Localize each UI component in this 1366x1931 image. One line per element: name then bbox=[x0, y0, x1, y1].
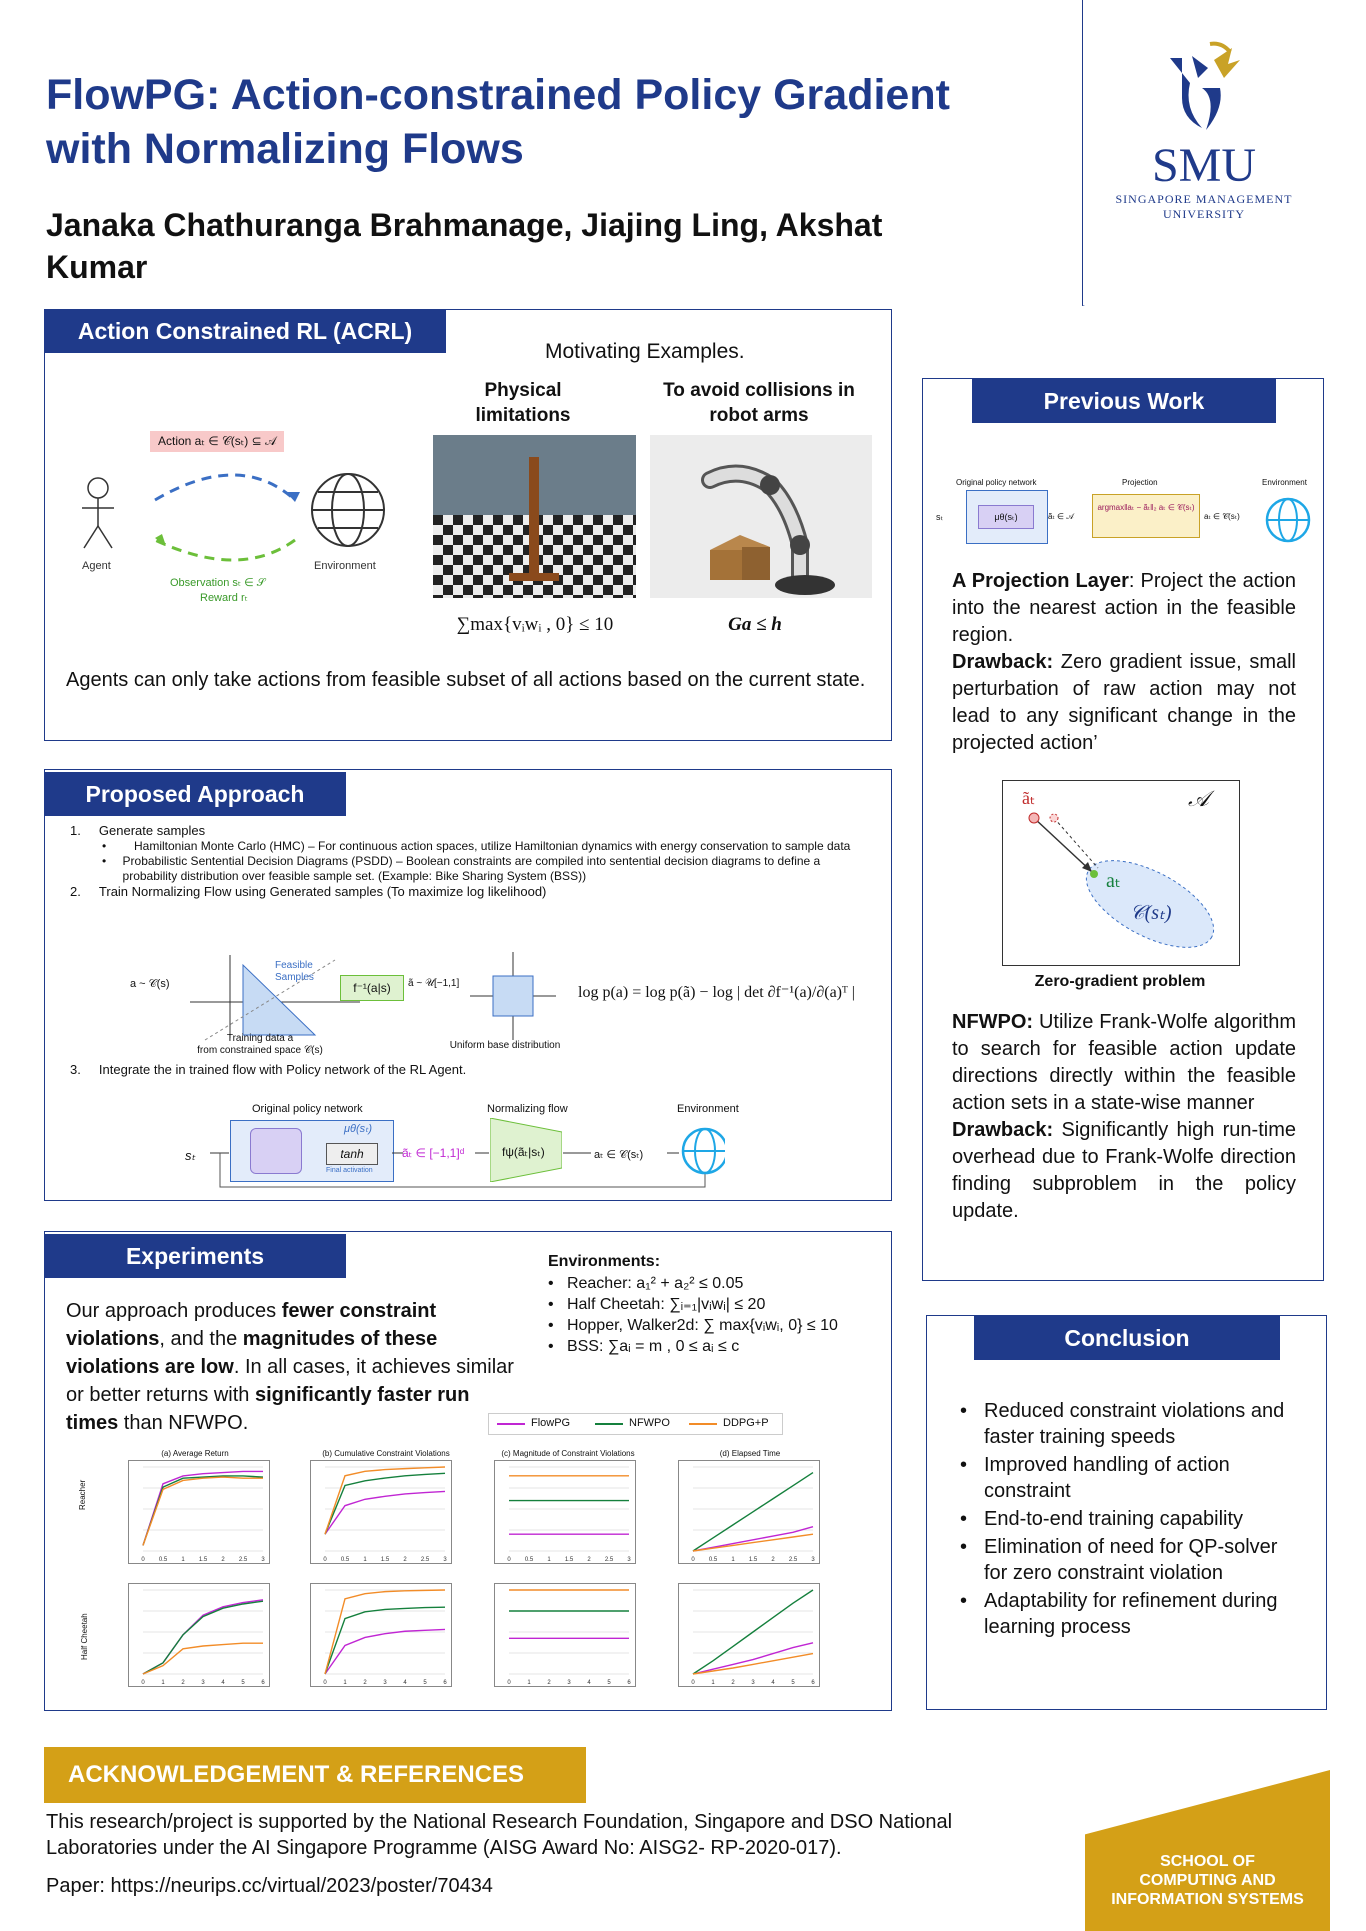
x-tick-label: 3 bbox=[443, 1557, 447, 1563]
x-tick-label: 2 bbox=[731, 1680, 735, 1686]
zg-C: 𝒞(sₜ) bbox=[1130, 902, 1172, 924]
x-tick-label: 1 bbox=[731, 1557, 735, 1563]
zero-gradient-caption: Zero-gradient problem bbox=[1034, 973, 1206, 990]
diag-mu-box: μθ(sₜ) bbox=[978, 505, 1034, 529]
conclusion-item: • End-to-end training capability bbox=[960, 1508, 1244, 1530]
tanh-box: tanh bbox=[326, 1143, 378, 1165]
x-tick-label: 1 bbox=[711, 1680, 715, 1686]
log-likelihood-formula: log p(a) = log p(ã) − log | det ∂f⁻¹(a)/∂(a)ᵀ | bbox=[578, 984, 855, 1001]
x-tick-label: 0.5 bbox=[158, 1557, 168, 1563]
x-tick-label: 3 bbox=[627, 1557, 631, 1563]
zg-at: aₜ bbox=[1106, 870, 1121, 892]
previous-work-heading: Previous Work bbox=[972, 379, 1276, 423]
smu-shield-icon bbox=[1162, 38, 1252, 138]
projection-text: A Projection Layer: Project the action into the nearest action in the feasible region. Drawback: Zero gradient issue, small perturbation of raw action may not lead to any significant change in the projected action’ bbox=[952, 570, 1296, 754]
step3-text: 3. Integrate the in trained flow with Policy network of the RL Agent. bbox=[70, 1062, 467, 1077]
legend-swatch-ddpgp bbox=[689, 1423, 717, 1425]
motivating-examples: Motivating Examples. bbox=[545, 340, 745, 363]
diag-at-label: ãₜ ∈ 𝒜 bbox=[1048, 512, 1074, 521]
series-line-ddpgp bbox=[325, 1467, 445, 1534]
zg-at-tilde: ãₜ bbox=[1022, 788, 1036, 808]
x-tick-label: 2 bbox=[547, 1680, 551, 1686]
x-tick-label: 6 bbox=[627, 1680, 631, 1686]
environment-label-2: Environment bbox=[677, 1103, 739, 1115]
env-item: • Half Cheetah: ∑ᵢ₌₁|vᵢwᵢ| ≤ 20 bbox=[548, 1296, 766, 1313]
x-tick-label: 2 bbox=[403, 1557, 407, 1563]
legend-swatch-flowpg bbox=[497, 1423, 525, 1425]
x-tick-label: 3 bbox=[811, 1557, 815, 1563]
feasible-label: Feasible Samples bbox=[275, 960, 314, 983]
inverse-flow-box: f⁻¹(a|s) bbox=[340, 975, 404, 1001]
diag-out-label: aₜ ∈ 𝒞(sₜ) bbox=[1204, 512, 1240, 521]
x-tick-label: 6 bbox=[811, 1680, 815, 1686]
action-label: Action aₜ ∈ 𝒞(sₜ) ⊆ 𝒜 bbox=[150, 431, 284, 452]
plot-cheetah-return bbox=[128, 1583, 270, 1687]
logo-line2: UNIVERSITY bbox=[1163, 207, 1245, 221]
x-tick-label: 2 bbox=[181, 1680, 185, 1686]
x-tick-label: 0 bbox=[507, 1680, 511, 1686]
observation-label: Observation sₜ ∈ 𝒮 bbox=[170, 577, 266, 589]
bullet-hmc: • Hamiltonian Monte Carlo (HMC) – For continuous action spaces, utilize Hamiltonian dynamics with energy conservation to sample data bbox=[102, 839, 851, 853]
plot-legend bbox=[488, 1413, 783, 1435]
series-line-nfwpo bbox=[325, 1607, 445, 1674]
experiments-text: Our approach produces fewer constraint violations, and the magnitudes of these violations are low. In all cases, it achieves similar or better returns with significantly faster run times than NFWPO. bbox=[66, 1300, 514, 1434]
x-tick-label: 1 bbox=[363, 1557, 367, 1563]
mu-label: μθ(sₜ) bbox=[344, 1123, 373, 1135]
x-tick-label: 0 bbox=[691, 1680, 695, 1686]
row-label-reacher: Reacher bbox=[78, 1479, 87, 1510]
x-tick-label: 4 bbox=[221, 1680, 225, 1686]
x-tick-label: 2.5 bbox=[604, 1557, 614, 1563]
normalizing-flow-label: Normalizing flow bbox=[487, 1103, 568, 1115]
series-line-flowpg bbox=[325, 1629, 445, 1674]
env-item: • Reacher: a₁² + a₂² ≤ 0.05 bbox=[548, 1275, 744, 1292]
ack-text: This research/project is supported by the National Research Foundation, Singapore and DSO National Laboratories under the AI Singapore Programme (AISG Award No: AISG2- RP-2020-017). bbox=[46, 1811, 953, 1859]
environment-label: Environment bbox=[314, 560, 376, 572]
diag-env-label: Environment bbox=[1262, 478, 1307, 487]
logo-name: SMU bbox=[1151, 139, 1257, 192]
uniform-label: Uniform base distribution bbox=[449, 1040, 561, 1051]
example1-formula: ∑max{vᵢwᵢ , 0} ≤ 10 bbox=[456, 614, 614, 635]
logo-line1: SINGAPORE MANAGEMENT bbox=[1115, 192, 1293, 206]
legend-label-ddpgp: DDPG+P bbox=[723, 1417, 769, 1429]
x-tick-label: 1 bbox=[181, 1557, 185, 1563]
series-line-ddpgp bbox=[693, 1534, 813, 1551]
plot-cheetah-magnitude bbox=[494, 1583, 636, 1687]
example2-formula: Ga ≤ h bbox=[728, 614, 782, 635]
x-tick-label: 5 bbox=[423, 1680, 427, 1686]
robot-arm-image bbox=[650, 435, 872, 598]
globe-icon bbox=[1264, 496, 1312, 544]
conclusion-item: • Adaptability for refinement during learning process bbox=[960, 1590, 1278, 1638]
diag-orig-label: Original policy network bbox=[956, 478, 1037, 487]
step1-text: Generate samples bbox=[98, 823, 206, 838]
zg-A: 𝒜 bbox=[1188, 786, 1209, 811]
logo-text bbox=[1082, 140, 1326, 222]
x-tick-label: 5 bbox=[241, 1680, 245, 1686]
conclusion-heading: Conclusion bbox=[974, 1316, 1280, 1360]
x-tick-label: 1 bbox=[161, 1680, 165, 1686]
x-tick-label: 3 bbox=[567, 1680, 571, 1686]
plot-title-cumulative: (b) Cumulative Constraint Violations bbox=[322, 1449, 450, 1458]
school-text: SCHOOL OF COMPUTING AND INFORMATION SYSTEMS bbox=[1111, 1853, 1304, 1908]
bullet-psdd: • Probabilistic Sentential Decision Diagrams (PSDD) – Boolean constraints are compiled into sentential decision diagrams to define a probability distribution over feasible sample set. (Example: Bike Sharing System (BSS)) bbox=[102, 854, 821, 883]
x-tick-label: 0 bbox=[691, 1557, 695, 1563]
series-line-flowpg bbox=[693, 1643, 813, 1674]
x-tick-label: 2 bbox=[221, 1557, 225, 1563]
legend-label-nfwpo: NFWPO bbox=[629, 1417, 670, 1429]
x-tick-label: 0.5 bbox=[340, 1557, 350, 1563]
x-tick-label: 4 bbox=[587, 1680, 591, 1686]
paper-link[interactable]: Paper: https://neurips.cc/virtual/2023/poster/70434 bbox=[46, 1875, 493, 1897]
plot-title-time: (d) Elapsed Time bbox=[719, 1449, 781, 1458]
legend-label-flowpg: FlowPG bbox=[531, 1417, 571, 1429]
at-c-label: aₜ ∈ 𝒞(sₜ) bbox=[594, 1149, 644, 1161]
approach-steps bbox=[70, 823, 870, 900]
environments-list bbox=[548, 1273, 888, 1357]
series-line-ddpgp bbox=[143, 1643, 263, 1674]
a-in-c-label: a ~ 𝒞(s) bbox=[130, 978, 170, 990]
step2-text: Train Normalizing Flow using Generated samples (To maximize log likelihood) bbox=[98, 884, 547, 899]
x-tick-label: 0.5 bbox=[524, 1557, 534, 1563]
plot-reacher-magnitude bbox=[494, 1460, 636, 1564]
row-label-cheetah: Half Cheetah bbox=[80, 1613, 89, 1660]
series-line-flowpg bbox=[143, 1471, 263, 1545]
training-data-label: Training data a from constrained space 𝒞(s) bbox=[197, 1033, 323, 1056]
example1-title: Physical limitations bbox=[475, 380, 571, 426]
x-tick-label: 1.5 bbox=[748, 1557, 758, 1563]
x-tick-label: 4 bbox=[403, 1680, 407, 1686]
x-tick-label: 2 bbox=[363, 1680, 367, 1686]
series-line-flowpg bbox=[325, 1491, 445, 1534]
diag-projection-box: argmax‖aₜ − ãₜ‖₂ aₜ ∈ 𝒞(sₜ) bbox=[1092, 494, 1200, 538]
conclusion-item: • Elimination of need for QP-solver for zero constraint violation bbox=[960, 1536, 1278, 1584]
example2-title: To avoid collisions in robot arms bbox=[663, 380, 855, 426]
x-tick-label: 1.5 bbox=[380, 1557, 390, 1563]
x-tick-label: 0 bbox=[323, 1557, 327, 1563]
authors: Janaka Chathuranga Brahmanage, Jiajing Ling, Akshat Kumar bbox=[46, 207, 883, 285]
plot-reacher-time bbox=[678, 1460, 820, 1564]
environments-heading: Environments: bbox=[548, 1253, 661, 1270]
series-line-nfwpo bbox=[143, 1476, 263, 1545]
physical-limitation-image bbox=[433, 435, 636, 598]
x-tick-label: 1.5 bbox=[198, 1557, 208, 1563]
x-tick-label: 2 bbox=[771, 1557, 775, 1563]
ack-heading: ACKNOWLEDGEMENT & REFERENCES bbox=[44, 1747, 586, 1803]
x-tick-label: 6 bbox=[443, 1680, 447, 1686]
final-activation-label: Final activation bbox=[326, 1167, 373, 1174]
x-tick-label: 3 bbox=[201, 1680, 205, 1686]
st-label: sₜ bbox=[185, 1148, 196, 1163]
x-tick-label: 1.5 bbox=[564, 1557, 574, 1563]
plot-reacher-return bbox=[128, 1460, 270, 1564]
experiments-heading: Experiments bbox=[44, 1234, 346, 1278]
step2-number: 2. bbox=[70, 884, 81, 899]
diag-proj-label: Projection bbox=[1122, 478, 1158, 487]
conclusion-item: • Reduced constraint violations and faster training speeds bbox=[960, 1400, 1285, 1448]
series-line-ddpgp bbox=[143, 1477, 263, 1545]
x-tick-label: 2.5 bbox=[238, 1557, 248, 1563]
series-line-nfwpo bbox=[143, 1601, 263, 1674]
conclusion-list bbox=[960, 1398, 1300, 1642]
x-tick-label: 0 bbox=[323, 1680, 327, 1686]
x-tick-label: 1 bbox=[547, 1557, 551, 1563]
acrl-summary: Agents can only take actions from feasible subset of all actions based on the current state. bbox=[66, 669, 866, 691]
x-tick-label: 4 bbox=[771, 1680, 775, 1686]
plot-title-magnitude: (c) Magnitude of Constraint Violations bbox=[501, 1449, 635, 1458]
x-tick-label: 6 bbox=[261, 1680, 265, 1686]
x-tick-label: 0 bbox=[141, 1680, 145, 1686]
acrl-heading: Action Constrained RL (ACRL) bbox=[44, 309, 446, 353]
x-tick-label: 2 bbox=[587, 1557, 591, 1563]
plot-title-return: (a) Average Return bbox=[161, 1449, 229, 1458]
uniform-sample-label: ã ~ 𝒰[−1,1] bbox=[408, 978, 460, 989]
x-tick-label: 0.5 bbox=[708, 1557, 718, 1563]
env-item: • BSS: ∑aᵢ = m , 0 ≤ aᵢ ≤ c bbox=[548, 1338, 740, 1355]
at-tilde-label: ãₜ ∈ [−1,1]ᵈ bbox=[402, 1146, 465, 1160]
uniform-distribution-plot bbox=[468, 950, 558, 1042]
x-tick-label: 0 bbox=[507, 1557, 511, 1563]
legend-swatch-nfwpo bbox=[595, 1423, 623, 1425]
x-tick-label: 1 bbox=[527, 1680, 531, 1686]
x-tick-label: 5 bbox=[607, 1680, 611, 1686]
x-tick-label: 5 bbox=[791, 1680, 795, 1686]
nfwpo-text: NFWPO: Utilize Frank-Wolfe algorithm to search for feasible action update directions directly within the feasible action sets in a state-wise manner Drawback: Significantly high run-time overhead due to Frank-Wolfe direction finding subproblem in the policy update. bbox=[952, 1011, 1296, 1222]
x-tick-label: 3 bbox=[383, 1680, 387, 1686]
x-tick-label: 3 bbox=[261, 1557, 265, 1563]
poster-title: FlowPG: Action-constrained Policy Gradient with Normalizing Flows bbox=[46, 71, 950, 173]
conclusion-item: • Improved handling of action constraint bbox=[960, 1454, 1230, 1502]
plot-cheetah-time bbox=[678, 1583, 820, 1687]
approach-heading: Proposed Approach bbox=[44, 772, 346, 816]
series-line-ddpgp bbox=[693, 1654, 813, 1674]
plot-cheetah-cumulative bbox=[310, 1583, 452, 1687]
diag-st-label: sₜ bbox=[936, 512, 944, 522]
x-tick-label: 2.5 bbox=[788, 1557, 798, 1563]
x-tick-label: 2.5 bbox=[420, 1557, 430, 1563]
policy-flow-arrows bbox=[205, 1125, 725, 1193]
x-tick-label: 3 bbox=[751, 1680, 755, 1686]
plot-reacher-cumulative bbox=[310, 1460, 452, 1564]
env-item: • Hopper, Walker2d: ∑ max{vᵢwᵢ, 0} ≤ 10 bbox=[548, 1317, 838, 1334]
x-tick-label: 0 bbox=[141, 1557, 145, 1563]
step1-number: 1. bbox=[70, 823, 81, 838]
flow-apply-label: fψ(ãₜ|sₜ) bbox=[502, 1145, 545, 1159]
reward-label: Reward rₜ bbox=[200, 592, 248, 604]
x-tick-label: 1 bbox=[343, 1680, 347, 1686]
original-policy-label: Original policy network bbox=[252, 1103, 363, 1115]
agent-label: Agent bbox=[82, 560, 111, 572]
